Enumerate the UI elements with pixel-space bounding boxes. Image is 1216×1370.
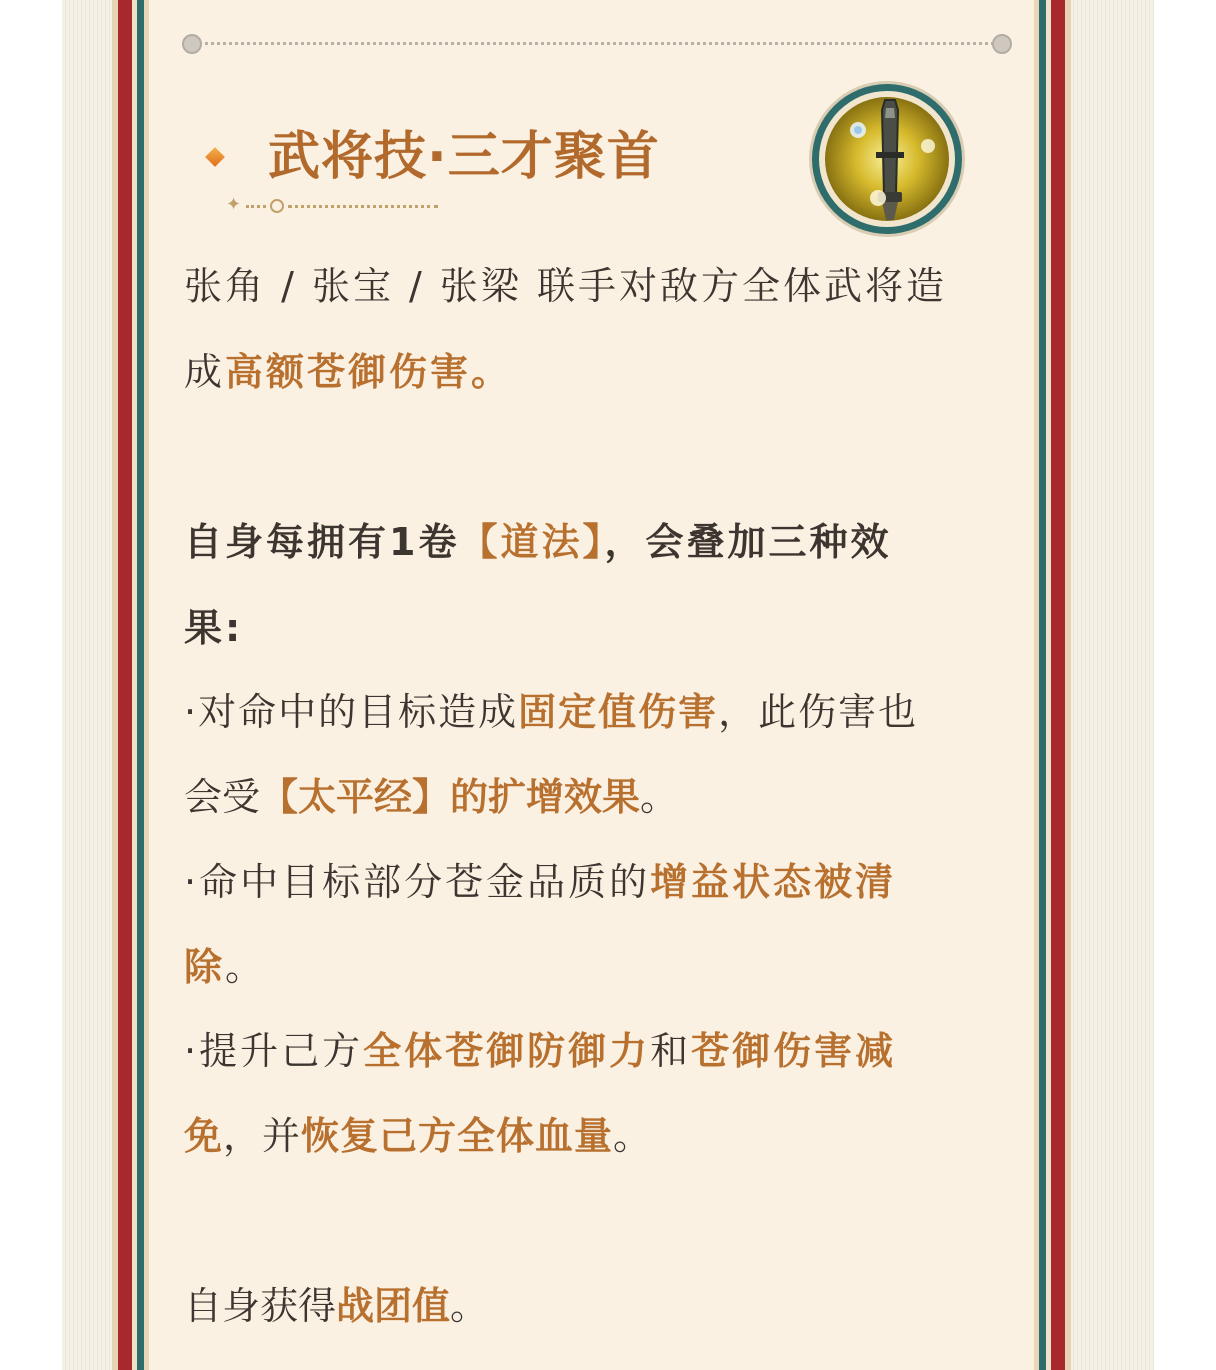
effect2-line-2 bbox=[184, 943, 1014, 991]
sparkle-icon: ✦ bbox=[226, 194, 242, 215]
divider-knob-right-icon bbox=[992, 34, 1012, 54]
border-left-teal bbox=[137, 0, 144, 1370]
skill-emblem bbox=[812, 84, 962, 234]
effect2-highlight-remove: 除 bbox=[184, 945, 226, 989]
final-highlight-zhantuan: 战团值 bbox=[336, 1284, 451, 1328]
ornament-dots-left bbox=[246, 205, 266, 208]
effect3-highlight-defense: 全体苍御防御力 bbox=[363, 1029, 651, 1073]
skill-title: 武将技·三才聚首 bbox=[268, 127, 660, 187]
effect1-highlight-taiping: 【太平经】的扩增效果 bbox=[260, 775, 641, 819]
stack-text-2: ，会叠加三种效 bbox=[604, 520, 892, 564]
effect3-line-2 bbox=[184, 1112, 1014, 1160]
effect1-text-1: ·对命中的目标造成 bbox=[184, 690, 519, 734]
stack-highlight-daofa: 【道法】 bbox=[459, 520, 605, 564]
stack-line-1 bbox=[184, 518, 1014, 566]
divider-knob-left-icon bbox=[182, 34, 202, 54]
effect3-text-3: ，并 bbox=[223, 1114, 302, 1158]
intro-highlight-damage: 高额苍御伤害。 bbox=[225, 350, 513, 394]
effect3-highlight-reduction: 苍御伤害减 bbox=[691, 1029, 897, 1073]
stack-text-1: 自身每拥有1卷 bbox=[184, 520, 460, 564]
intro-text-1: 张角 / 张宝 / 张梁 联手对敌方全体武将造 bbox=[184, 264, 948, 308]
stack-line-2 bbox=[184, 604, 1014, 652]
border-right-teal bbox=[1039, 0, 1046, 1370]
final-text-2: 。 bbox=[450, 1284, 489, 1328]
effect1-line-2 bbox=[184, 773, 1014, 821]
effect3-highlight-mian: 免 bbox=[184, 1114, 224, 1158]
effect1-text-2: ，此伤害也 bbox=[718, 690, 919, 734]
effect2-text-1: ·命中目标部分苍金品质的 bbox=[184, 860, 651, 904]
ornament-dots-right bbox=[288, 205, 438, 208]
sword-icon bbox=[812, 84, 962, 234]
border-right-outer bbox=[1065, 0, 1071, 1370]
final-text-1: 自身获得 bbox=[184, 1284, 337, 1328]
effect3-text-2: 和 bbox=[650, 1029, 692, 1073]
ornament-ring-icon bbox=[270, 199, 284, 213]
effect1-highlight-fixed: 固定值伤害 bbox=[518, 690, 719, 734]
stack-text-3: 果: bbox=[184, 606, 244, 650]
border-left-red bbox=[118, 0, 132, 1370]
effect3-line-1 bbox=[184, 1027, 1014, 1075]
top-divider bbox=[180, 33, 1014, 53]
effect3-highlight-heal: 恢复己方全体血量 bbox=[301, 1114, 614, 1158]
intro-line-1 bbox=[184, 262, 1014, 310]
effect1-line-1 bbox=[184, 688, 1014, 736]
intro-text-2: 成 bbox=[184, 350, 226, 394]
effect1-text-4: 。 bbox=[640, 775, 679, 819]
intro-line-2 bbox=[184, 348, 1014, 396]
effect1-text-3: 会受 bbox=[184, 775, 261, 819]
effect2-text-2: 。 bbox=[225, 945, 267, 989]
final-line bbox=[184, 1282, 1014, 1330]
effect3-text-1: ·提升己方 bbox=[184, 1029, 364, 1073]
divider-dotted-line bbox=[192, 42, 1002, 45]
effect2-highlight-clear: 增益状态被清 bbox=[650, 860, 897, 904]
effect3-text-4: 。 bbox=[613, 1114, 653, 1158]
title-ornament bbox=[226, 194, 446, 218]
effect2-line-1 bbox=[184, 858, 1014, 906]
border-right-red bbox=[1051, 0, 1065, 1370]
